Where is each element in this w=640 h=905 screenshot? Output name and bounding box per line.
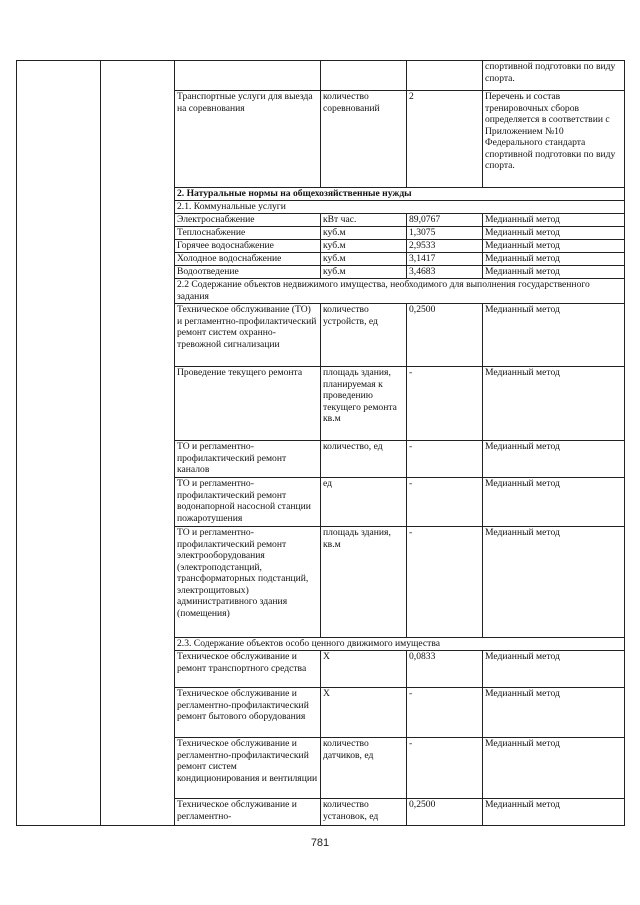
value-cell: - [407, 738, 483, 799]
item-name-cell: Проведение текущего ремонта [175, 367, 321, 441]
section-heading-cell: 2. Натуральные нормы на общехозяйственные нужды [175, 188, 625, 201]
item-name-cell: ТО и регламентно-профилактический ремонт водонапорной насосной станции пожаротушения [175, 478, 321, 527]
unit-cell: X [321, 688, 407, 738]
unit-cell: куб.м [321, 240, 407, 253]
unit-cell: куб.м [321, 227, 407, 240]
unit-cell: площадь здания, планируемая к проведению текущего ремонта кв.м [321, 367, 407, 441]
method-cell: Медианный метод [483, 253, 625, 266]
method-cell: Медианный метод [483, 441, 625, 478]
outer-left-cell [17, 61, 101, 826]
value-cell: - [407, 527, 483, 638]
method-cell: Медианный метод [483, 304, 625, 367]
value-cell: 89,0767 [407, 214, 483, 227]
unit-cell: количество, ед [321, 441, 407, 478]
unit-cell: X [321, 651, 407, 688]
method-cell: Медианный метод [483, 478, 625, 527]
value-cell [407, 61, 483, 91]
method-cell: спортивной подготовки по виду спорта. [483, 61, 625, 91]
value-cell: 2 [407, 91, 483, 188]
method-cell: Медианный метод [483, 688, 625, 738]
value-cell: - [407, 478, 483, 527]
method-cell: Медианный метод [483, 527, 625, 638]
norms-table-body [17, 61, 625, 826]
section-heading-cell: 2.3. Содержание объектов особо ценного движимого имущества [175, 638, 625, 651]
item-name-cell: Теплоснабжение [175, 227, 321, 240]
value-cell: - [407, 441, 483, 478]
item-name-cell [175, 61, 321, 91]
unit-cell: площадь здания, кв.м [321, 527, 407, 638]
table-row [17, 61, 625, 91]
value-cell: 1,3075 [407, 227, 483, 240]
method-cell: Медианный метод [483, 227, 625, 240]
item-name-cell: Техническое обслуживание и регламентно-профилактический ремонт систем кондиционирования и вентиляции [175, 738, 321, 799]
page-number: 781 [310, 837, 330, 849]
item-name-cell: Техническое обслуживание и регламентно- [175, 799, 321, 826]
method-cell: Медианный метод [483, 651, 625, 688]
method-cell: Перечень и состав тренировочных сборов определяется в соответствии с Приложением №10 Федерального стандарта спортивной подготовки по виду спорта. [483, 91, 625, 188]
item-name-cell: Техническое обслуживание (ТО) и регламентно-профилактический ремонт систем охранно-тревожной сигнализации [175, 304, 321, 367]
item-name-cell: Техническое обслуживание и ремонт транспортного средства [175, 651, 321, 688]
value-cell: 0,2500 [407, 304, 483, 367]
method-cell: Медианный метод [483, 738, 625, 799]
method-cell: Медианный метод [483, 240, 625, 253]
item-name-cell: ТО и регламентно-профилактический ремонт электрооборудования (электроподстанций, трансформаторных подстанций, электрощитовых) административного здания (помещения) [175, 527, 321, 638]
value-cell: 0,0833 [407, 651, 483, 688]
value-cell: 3,4683 [407, 266, 483, 279]
unit-cell: куб.м [321, 253, 407, 266]
unit-cell: ед [321, 478, 407, 527]
unit-cell [321, 61, 407, 91]
method-cell: Медианный метод [483, 214, 625, 227]
item-name-cell: Водоотведение [175, 266, 321, 279]
outer-mid-cell [101, 61, 175, 826]
unit-cell: куб.м [321, 266, 407, 279]
value-cell: - [407, 367, 483, 441]
item-name-cell: Холодное водоснабжение [175, 253, 321, 266]
section-heading-cell: 2.2 Содержание объектов недвижимого имущества, необходимого для выполнения государственного задания [175, 279, 625, 304]
item-name-cell: Горячее водоснабжение [175, 240, 321, 253]
value-cell: - [407, 688, 483, 738]
item-name-cell: Электроснабжение [175, 214, 321, 227]
value-cell: 3,1417 [407, 253, 483, 266]
item-name-cell: ТО и регламентно-профилактический ремонт каналов [175, 441, 321, 478]
section-heading-cell: 2.1. Коммунальные услуги [175, 201, 625, 214]
unit-cell: кВт час. [321, 214, 407, 227]
method-cell: Медианный метод [483, 367, 625, 441]
value-cell: 2,9533 [407, 240, 483, 253]
unit-cell: количество соревнований [321, 91, 407, 188]
unit-cell: количество установок, ед [321, 799, 407, 826]
method-cell: Медианный метод [483, 266, 625, 279]
unit-cell: количество датчиков, ед [321, 738, 407, 799]
unit-cell: количество устройств, ед [321, 304, 407, 367]
item-name-cell: Техническое обслуживание и регламентно-профилактический ремонт бытового оборудования [175, 688, 321, 738]
method-cell: Медианный метод [483, 799, 625, 826]
value-cell: 0,2500 [407, 799, 483, 826]
item-name-cell: Транспортные услуги для выезда на соревнования [175, 91, 321, 188]
norms-table [16, 60, 625, 826]
